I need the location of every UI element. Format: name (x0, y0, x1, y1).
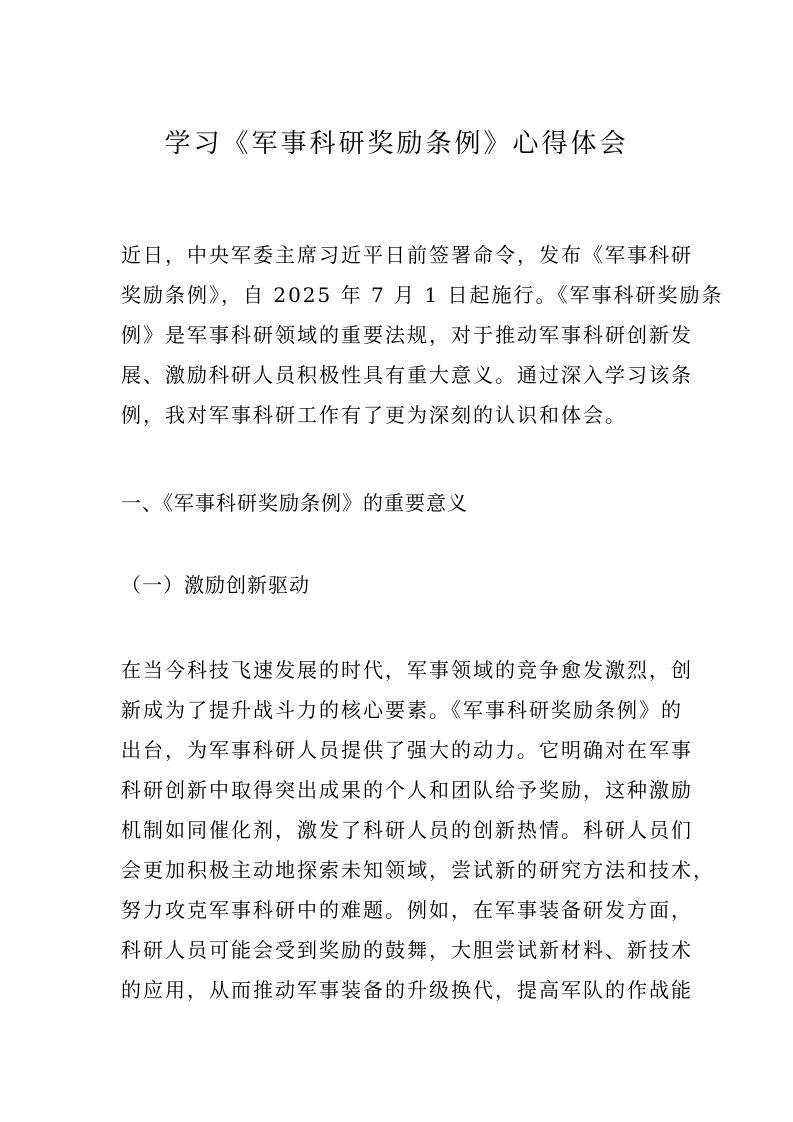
intro-line-3: 例》是军事科研领域的重要法规，对于推动军事科研创新发 (121, 323, 693, 347)
intro-line-4: 展、激励科研人员积极性具有重大意义。通过深入学习该条 (121, 363, 693, 387)
subsection-heading: （一）激励创新驱动 (121, 573, 310, 597)
body-line-5: 机制如同催化剂，激发了科研人员的创新热情。科研人员们 (121, 818, 693, 842)
body-line-4: 科研创新中取得突出成果的个人和团队给予奖励，这种激励 (121, 778, 693, 802)
body-line-1: 在当今科技飞速发展的时代，军事领域的竞争愈发激烈，创 (121, 658, 693, 682)
intro-line-2: 奖励条例》，自 2025 年 7 月 1 日起施行。《军事科研奖励条 (121, 283, 724, 307)
document-title: 学习《军事科研奖励条例》心得体会 (164, 129, 629, 159)
body-line-7: 努力攻克军事科研中的难题。例如，在军事装备研发方面， (121, 898, 693, 922)
body-line-6: 会更加积极主动地探索未知领域，尝试新的研究方法和技术， (121, 858, 715, 882)
intro-line-1: 近日，中央军委主席习近平日前签署命令，发布《军事科研 (121, 243, 693, 267)
body-line-3: 出台，为军事科研人员提供了强大的动力。它明确对在军事 (121, 738, 693, 762)
section-heading: 一、《军事科研奖励条例》的重要意义 (121, 491, 468, 515)
body-line-2: 新成为了提升战斗力的核心要素。《军事科研奖励条例》的 (121, 698, 683, 722)
intro-line-5: 例，我对军事科研工作有了更为深刻的认识和体会。 (121, 403, 627, 427)
body-line-9: 的应用，从而推动军事装备的升级换代，提高军队的作战能 (121, 978, 693, 1002)
body-line-8: 科研人员可能会受到奖励的鼓舞，大胆尝试新材料、新技术 (121, 938, 693, 962)
